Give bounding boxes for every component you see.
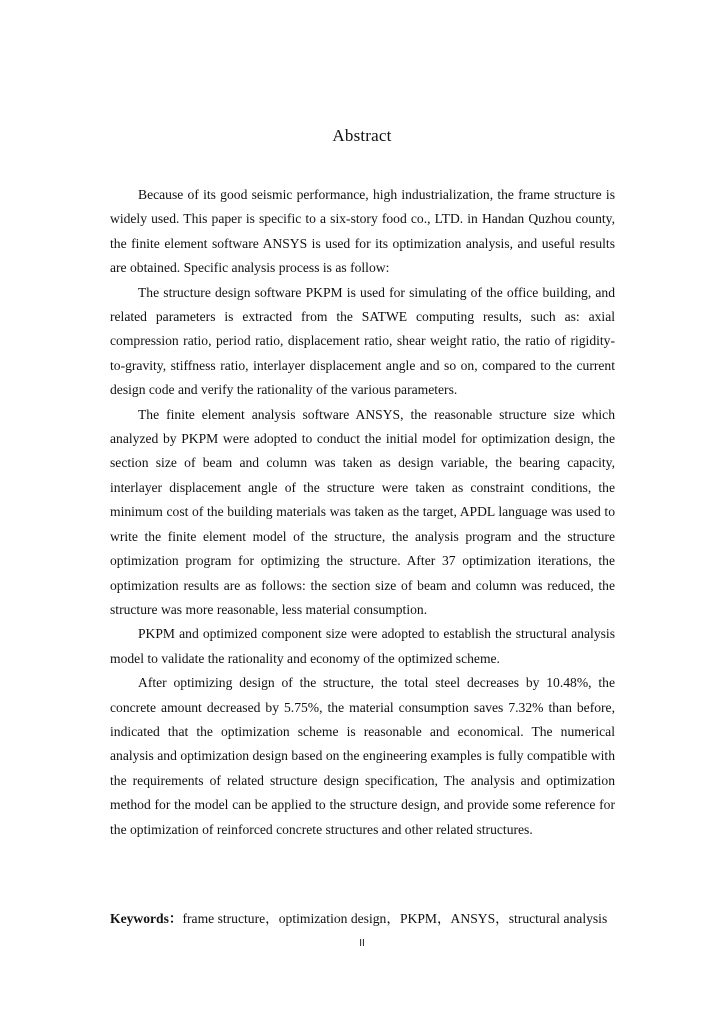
abstract-paragraph-2: The structure design software PKPM is used for simulating of the office building, and related parameters is extracted from the SATWE computing results, such as: axial compression ratio, period ratio, displacement ratio, shear weight ratio, the ratio of rigidity-to-gravity, stiffness ratio, interlayer displacement angle and so on, compared to the current design code and verify the rationality of the various parameters. bbox=[110, 284, 615, 398]
keywords-line bbox=[110, 908, 630, 930]
abstract-paragraph-3: The finite element analysis software ANSYS, the reasonable structure size which analyzed by PKPM were adopted to conduct the initial model for optimization design, the section size of beam and column was taken as design variable, the bearing capacity, interlayer displacement angle of the structure were taken as constraint conditions, the minimum cost of the building materials was taken as the target, APDL language was used to write the finite element model of the structure, the analysis program and the structure optimization program for optimizing the structure. After 37 optimization iterations, the optimization results are as follows: the section size of beam and column was reduced, the structure was more reasonable, less material consumption. bbox=[110, 406, 615, 617]
abstract-title: Abstract bbox=[332, 126, 392, 145]
keywords-label: Keywords： bbox=[110, 911, 183, 926]
abstract-body bbox=[110, 183, 615, 842]
keywords-text: frame structure，optimization design，PKPM，ANSYS，structural analysis bbox=[182, 911, 608, 926]
page-number: II bbox=[359, 938, 365, 949]
abstract-paragraph-4: PKPM and optimized component size were adopted to establish the structural analysis model to validate the rationality and economy of the optimized scheme. bbox=[110, 626, 615, 666]
abstract-paragraph-5: After optimizing design of the structure, the total steel decreases by 10.48%, the concrete amount decreased by 5.75%, the material consumption saves 7.32% than before, indicated that the optimization scheme is reasonable and economical. The numerical analysis and optimization design based on the engineering examples is fully compatible with the requirements of related structure design specification, The analysis and optimization method for the model can be applied to the structure design, and provide some reference for the optimization of reinforced concrete structures and other related structures. bbox=[110, 675, 615, 837]
abstract-paragraph-1: Because of its good seismic performance, high industrialization, the frame structure is widely used. This paper is specific to a six-story food co., LTD. in Handan Quzhou county, the finite element software ANSYS is used for its optimization analysis, and useful results are obtained. Specific analysis process is as follow: bbox=[110, 187, 615, 276]
